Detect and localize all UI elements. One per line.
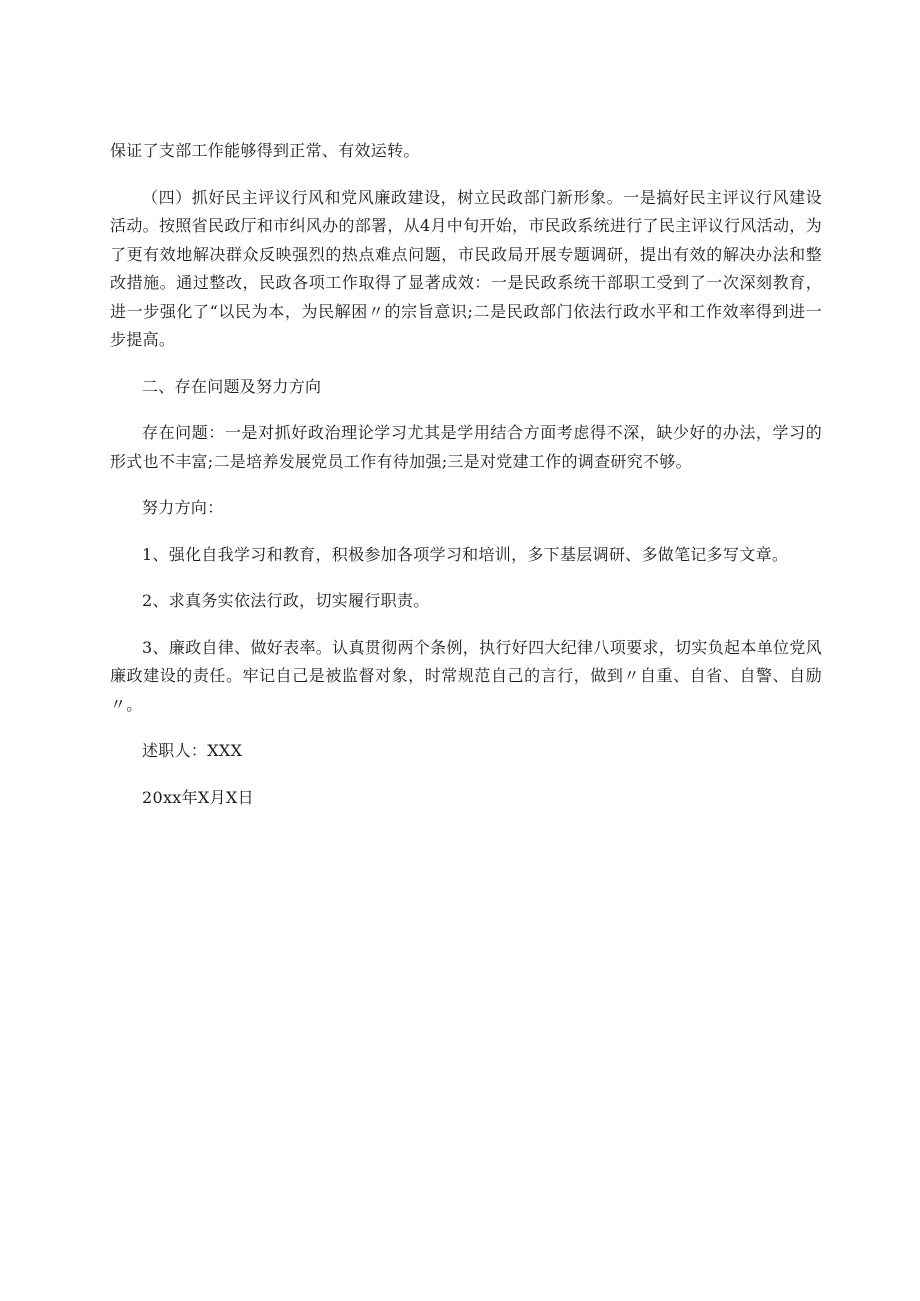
list-item-direction-1: 1、强化自我学习和教育，积极参加各项学习和培训，多下基层调研、多做笔记多写文章。 xyxy=(142,544,789,564)
section-heading-problems: 二、存在问题及努力方向 xyxy=(142,376,322,396)
list-item-direction-2: 2、求真务实依法行政，切实履行职责。 xyxy=(142,591,430,610)
paragraph-continuation: 保证了支部工作能够得到正常、有效运转。 xyxy=(110,141,420,160)
paragraph-problems: 存在问题：一是对抓好政治理论学习尤其是学用结合方面考虑得不深，缺少好的办法，学习的形式也不丰富;二是培养发展党员工作有待加强;三是对党建工作的调查研究不够。 xyxy=(110,423,822,471)
reporter-signature: 述职人：XXX xyxy=(142,741,243,760)
paragraph-directions-label: 努力方向： xyxy=(142,498,224,517)
document-body xyxy=(110,137,822,830)
paragraph-section-four: （四）抓好民主评议行风和党风廉政建设，树立民政部门新形象。一是搞好民主评议行风建设活动。按照省民政厅和市纠风办的部署，从4月中旬开始，市民政系统进行了民主评议行风活动，为了更有效地解决群众反映强烈的热点难点问题，市民政局开展专题调研，提出有效的解决办法和整改措施。通过整改，民政各项工作取得了显著成效：一是民政系统干部职工受到了一次深刻教育，进一步强化了“以民为本，为民解困〃的宗旨意识;二是民政部门依法行政水平和工作效率得到进一步提高。 xyxy=(110,187,822,349)
report-date: 20xx年X月X日 xyxy=(142,787,254,807)
list-item-direction-3: 3、廉政自律、做好表率。认真贯彻两个条例，执行好四大纪律八项要求，切实负起本单位党风廉政建设的责任。牢记自己是被监督对象，时常规范自己的言行，做到〃自重、自省、自警、自励〃。 xyxy=(110,637,822,714)
